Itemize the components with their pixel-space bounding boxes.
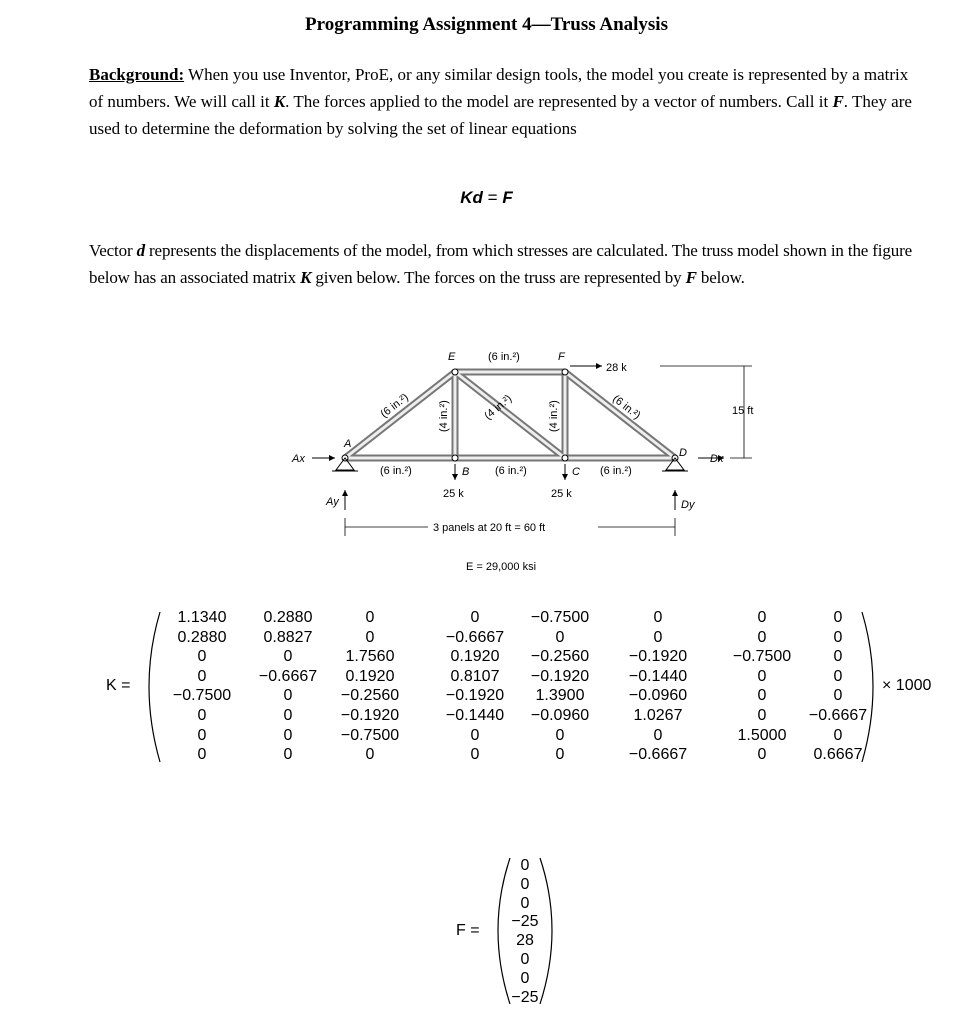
node-C: C xyxy=(572,466,580,478)
k-cell: 0.2880 xyxy=(263,609,313,626)
k-cell: 0 xyxy=(283,746,293,764)
k-cell: 0 xyxy=(555,746,565,764)
k-cell: 0 xyxy=(365,746,375,764)
k-cell: 0.2880 xyxy=(177,628,227,646)
load-25k-B: 25 k xyxy=(443,488,464,500)
f-cell: −25 xyxy=(511,913,539,931)
symbol-K: K xyxy=(273,92,286,111)
k-cell: −0.1440 xyxy=(445,707,505,724)
node-A: A xyxy=(344,438,352,450)
k-cell: 0 xyxy=(653,609,663,626)
k-cell: 0 xyxy=(197,667,207,685)
p1-text-3: . They are used to determine the deformation by solving the set of linear equations xyxy=(89,92,912,138)
load-28k: 28 k xyxy=(606,362,627,374)
k-cell: −0.6667 xyxy=(445,628,505,646)
f-label: F = xyxy=(456,922,480,939)
k-cell: 0 xyxy=(365,609,375,626)
span-dimension: 3 panels at 20 ft = 60 ft xyxy=(433,522,546,534)
load-25k-C: 25 k xyxy=(551,488,572,500)
f-cell: −25 xyxy=(511,988,539,1006)
k-cell: −0.1920 xyxy=(445,687,505,705)
k-cell: 0 xyxy=(470,609,480,626)
reaction-Dy: Dy xyxy=(681,499,695,511)
p1-text-1: When you use Inventor, ProE, or any similar design tools, the model you create is represented by a matrix of numbers. We will call it xyxy=(89,65,909,111)
k-cell: 0 xyxy=(833,726,843,744)
k-cell: 0 xyxy=(283,707,293,724)
k-cell: −0.7500 xyxy=(172,687,232,705)
f-cell: 0 xyxy=(520,969,530,987)
k-scale: × 1000 xyxy=(882,677,932,694)
p1-text-2: . The forces applied to the model are represented by a vector of numbers. Call it xyxy=(285,92,833,111)
k-cell: −0.0960 xyxy=(530,707,590,724)
member-AB-label: (6 in.²) xyxy=(380,465,412,477)
k-cell: 0.6667 xyxy=(813,746,863,764)
f-cell: 28 xyxy=(516,932,534,950)
k-cell: −0.7500 xyxy=(530,609,590,626)
k-cell: −0.1440 xyxy=(628,667,688,685)
k-cell: 1.3900 xyxy=(535,687,585,705)
k-cell: −0.7500 xyxy=(340,726,400,744)
k-cell: 0.8107 xyxy=(450,667,500,685)
p2-text-4: below. xyxy=(696,268,745,287)
k-cell: −0.1920 xyxy=(628,648,688,666)
k-cell: 0 xyxy=(833,667,843,685)
k-cell: 1.7560 xyxy=(345,648,395,666)
k-cell: 0 xyxy=(757,687,767,705)
symbol-F2: F xyxy=(685,268,697,287)
k-cell: 0 xyxy=(833,609,843,626)
equation-lhs: Kd xyxy=(460,188,483,207)
p2-text-2: represents the displacements of the model, from which stresses are calculated. The truss model shown in the figure below has an associated matrix xyxy=(89,241,912,287)
member-EB-label: (4 in.²) xyxy=(438,400,450,432)
k-cell: 0 xyxy=(555,726,565,744)
node-B: B xyxy=(462,466,470,478)
k-cell: 0 xyxy=(283,726,293,744)
k-cell: 0 xyxy=(470,726,480,744)
k-cell: −0.6667 xyxy=(808,707,868,724)
p2-text-3: given below. The forces on the truss are represented by xyxy=(311,268,686,287)
equation-rhs: F xyxy=(502,188,513,207)
k-cell: 0 xyxy=(757,628,767,646)
height-dimension: 15 ft xyxy=(732,405,754,417)
k-cell: 0 xyxy=(283,648,293,666)
symbol-K2: K xyxy=(300,268,312,287)
k-cell: 0 xyxy=(757,609,767,626)
k-cell: 0 xyxy=(197,746,207,764)
k-cell: 0 xyxy=(833,628,843,646)
symbol-F: F xyxy=(832,92,844,111)
k-cell: 0 xyxy=(470,746,480,764)
k-cell: 0 xyxy=(833,687,843,705)
k-cell: 0 xyxy=(197,726,207,744)
k-cell: 0 xyxy=(653,628,663,646)
k-cell: 0 xyxy=(283,687,293,705)
modulus-label: E = 29,000 ksi xyxy=(466,561,537,573)
f-cell: 0 xyxy=(520,894,530,912)
node-F: F xyxy=(558,351,565,363)
member-EC-label: (4 in.²) xyxy=(482,392,515,423)
k-cell: −0.2560 xyxy=(340,687,400,705)
k-cell: 0.8827 xyxy=(263,628,313,646)
k-cell: −0.0960 xyxy=(628,687,688,705)
k-label: K = xyxy=(106,677,131,694)
k-cell: −0.2560 xyxy=(530,648,590,666)
k-cell: 0 xyxy=(833,648,843,666)
equation-equals: = xyxy=(482,188,503,207)
k-cell: 0.1920 xyxy=(345,667,395,685)
k-cell: 0 xyxy=(197,707,207,724)
page-title: Programming Assignment 4—Truss Analysis xyxy=(305,14,668,35)
symbol-d: d xyxy=(136,241,145,260)
reaction-Ax: Ax xyxy=(292,453,305,465)
k-cell: −0.1920 xyxy=(530,667,590,685)
reaction-Dx: Dx xyxy=(710,453,724,465)
p2-text-1: Vector xyxy=(89,241,137,260)
f-cell: 0 xyxy=(520,951,530,968)
k-cell: 0.1920 xyxy=(450,648,500,666)
k-cell: −0.6667 xyxy=(628,746,688,764)
k-cell: −0.6667 xyxy=(258,667,318,685)
node-D: D xyxy=(679,447,687,459)
k-cell: 0 xyxy=(757,746,767,764)
node-E: E xyxy=(448,351,456,363)
k-cell: 1.0267 xyxy=(633,707,683,724)
member-AE-label: (6 in.²) xyxy=(378,391,411,421)
k-cell: 0 xyxy=(757,667,767,685)
k-cell: 1.5000 xyxy=(737,726,787,744)
k-cell: 0 xyxy=(197,648,207,666)
k-cell: 1.1340 xyxy=(177,609,227,626)
member-EF-label: (6 in.²) xyxy=(488,351,520,363)
reaction-Ay: Ay xyxy=(326,496,339,508)
k-cell: 0 xyxy=(757,707,767,724)
background-label: Background: xyxy=(89,65,185,84)
member-BC-label: (6 in.²) xyxy=(495,465,527,477)
f-cell: 0 xyxy=(520,875,530,893)
member-FD-label: (6 in.²) xyxy=(610,392,643,422)
k-cell: 0 xyxy=(653,726,663,744)
member-FC-label: (4 in.²) xyxy=(548,400,560,432)
k-cell: 0 xyxy=(555,628,565,646)
member-CD-label: (6 in.²) xyxy=(600,465,632,477)
k-cell: 0 xyxy=(365,628,375,646)
k-cell: −0.7500 xyxy=(732,648,792,666)
k-cell: −0.1920 xyxy=(340,707,400,724)
f-cell: 0 xyxy=(520,857,530,874)
